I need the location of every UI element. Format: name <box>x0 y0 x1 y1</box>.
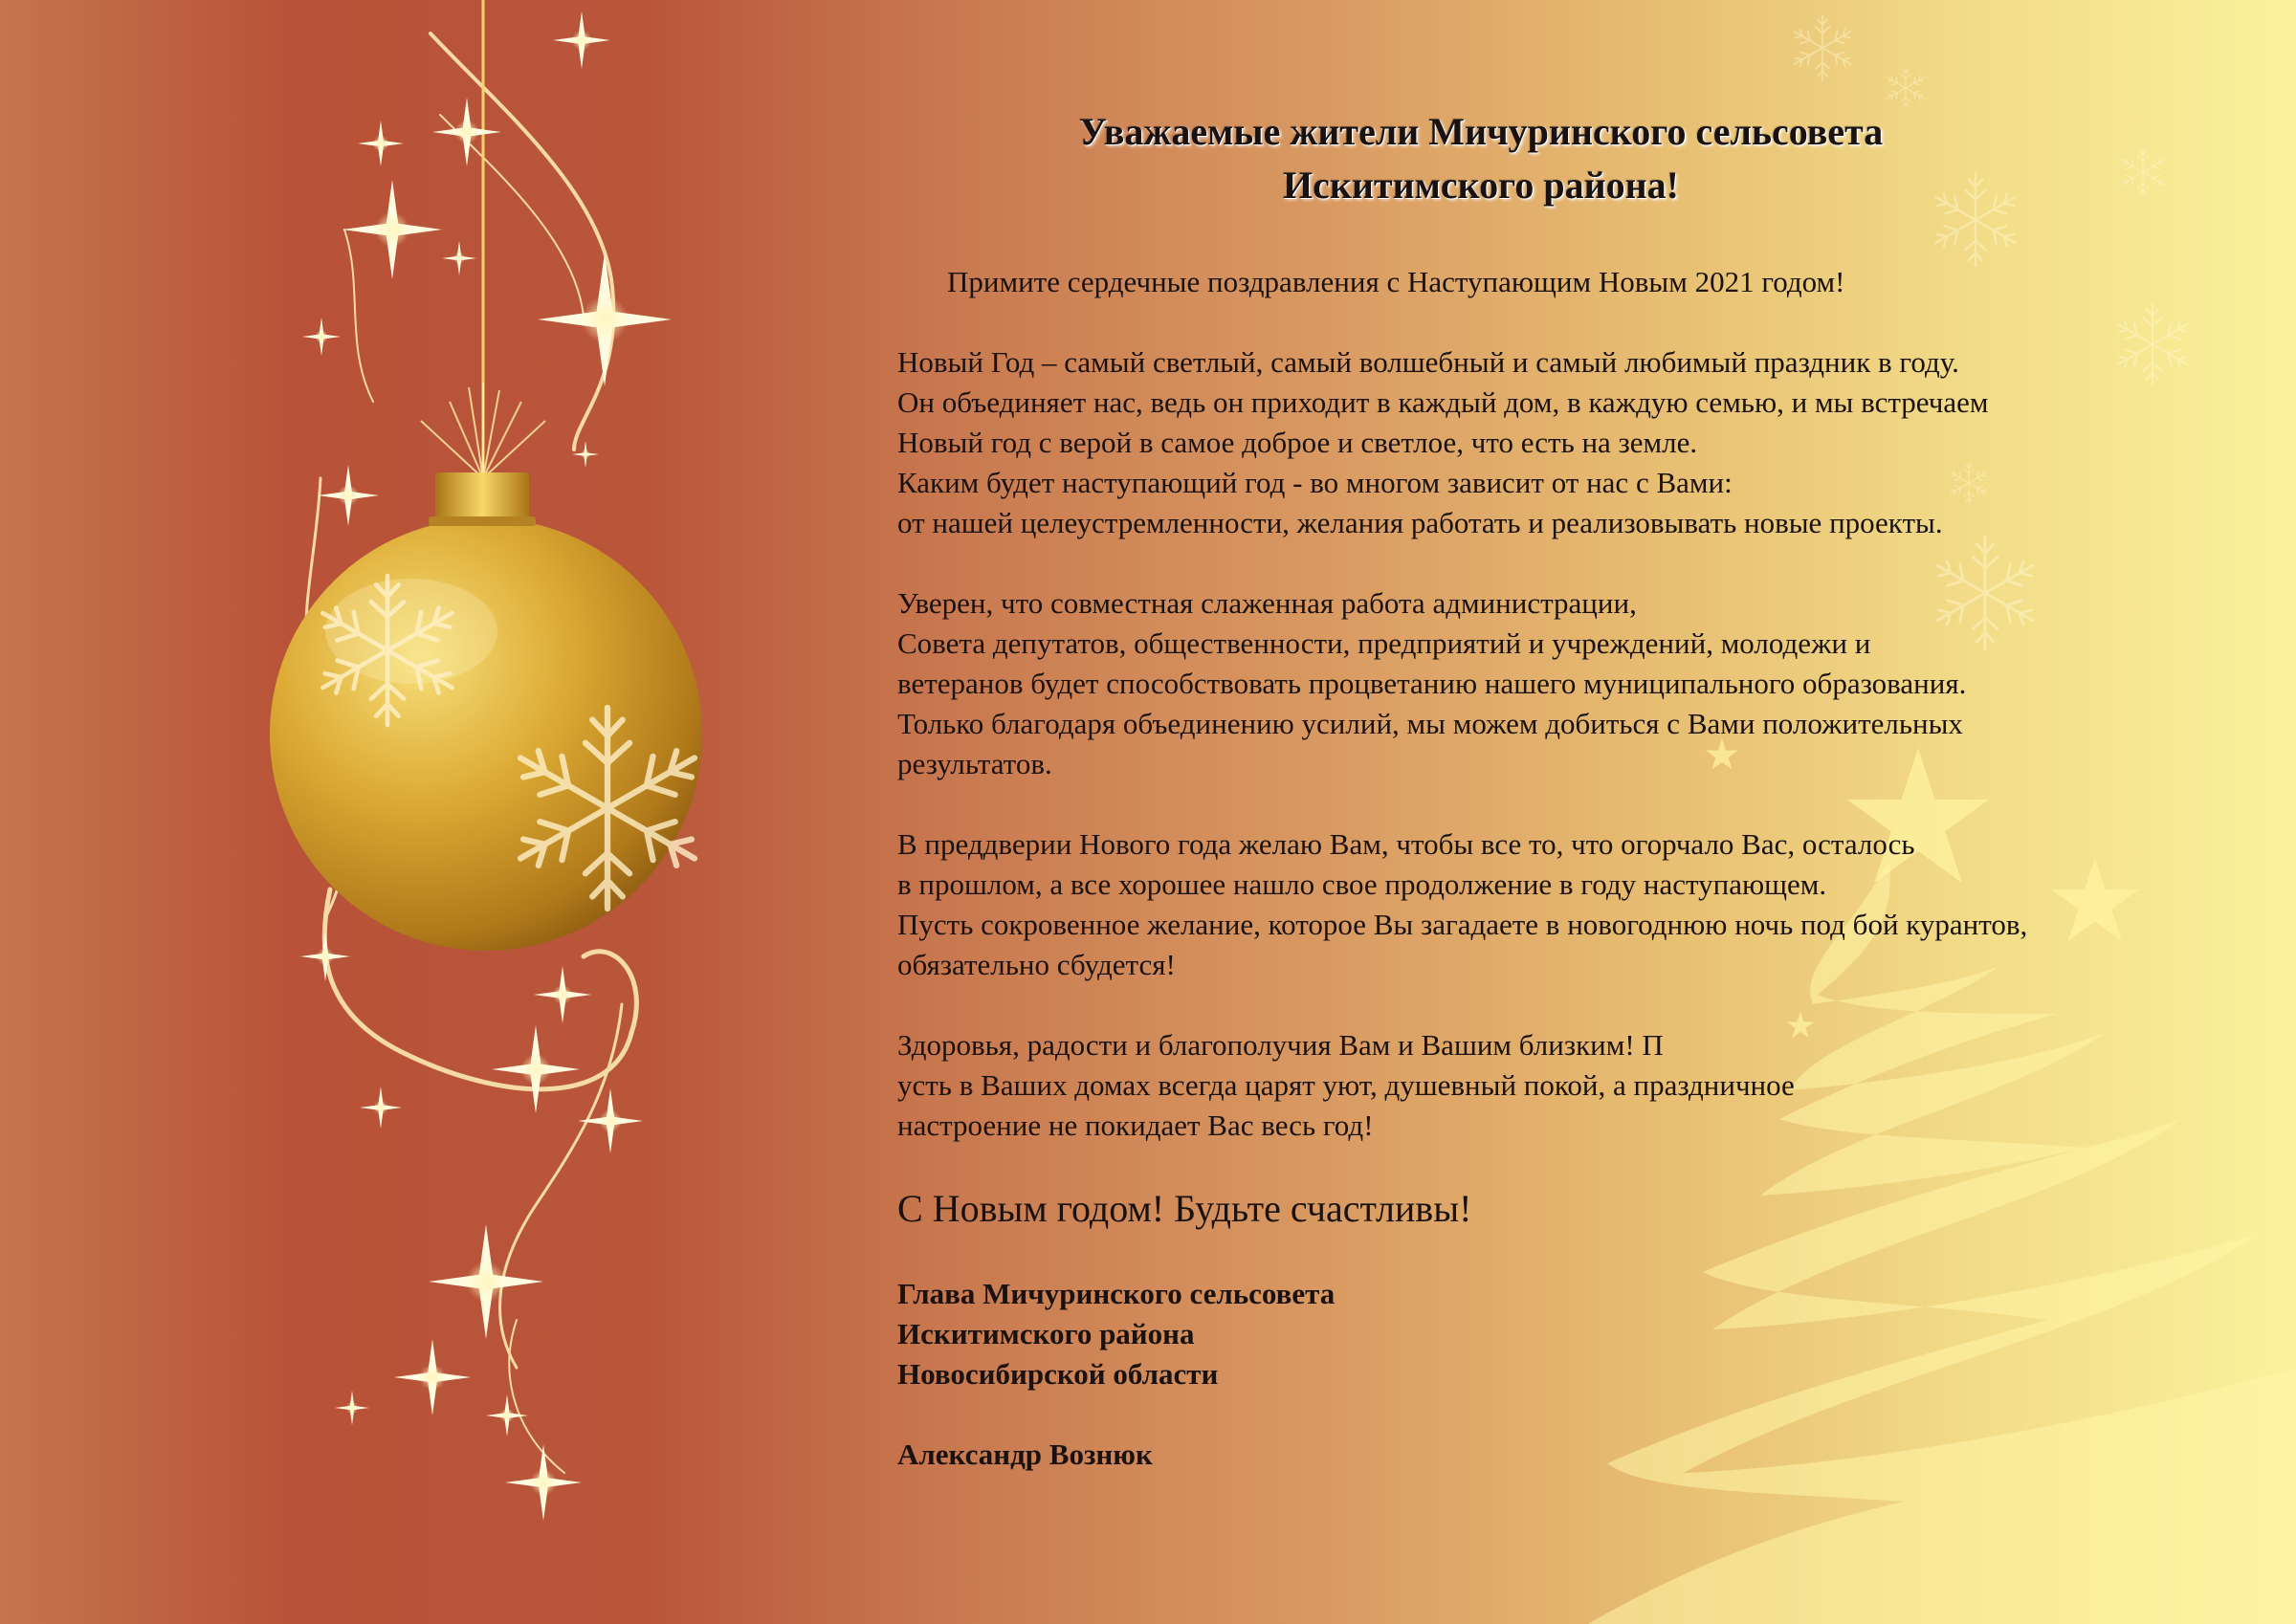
text-line: Каким будет наступающий год - во многом зависит от нас с Вами: <box>897 466 1733 499</box>
text-line: от нашей целеустремленности, желания работать и реализовывать новые проекты. <box>897 506 1943 539</box>
signature-line: Новосибирской области <box>897 1357 1219 1391</box>
text-line: Пусть сокровенное желание, которое Вы загадаете в новогоднюю ночь под бой курантов, <box>897 908 2028 941</box>
intro-line: Примите сердечные поздравления с Наступающим Новым 2021 годом! <box>947 265 1845 298</box>
text-line: результатов. <box>897 747 1052 780</box>
greeting-title <box>897 105 2064 212</box>
text-line: Совета депутатов, общественности, предприятий и учреждений, молодежи и <box>897 626 1871 660</box>
signature-block <box>897 1274 2179 1394</box>
paragraph <box>897 1025 2179 1146</box>
greeting-title-line: Уважаемые жители Мичуринского сельсовета <box>1078 110 1884 153</box>
light-burst <box>421 383 545 478</box>
text-line: Новый год с верой в самое доброе и светлое, что есть на земле. <box>897 426 1698 459</box>
paragraph <box>897 824 2179 985</box>
paragraph <box>897 583 2179 784</box>
text-line: обязательно сбудется! <box>897 948 1176 981</box>
signer-name: Александр Вознюк <box>897 1437 1153 1471</box>
text-line: ветеранов будет способствовать процветанию нашего муниципального образования. <box>897 667 1967 700</box>
text-line: в прошлом, а все хорошее нашло свое продолжение в году наступающем. <box>897 867 1827 901</box>
golden-christmas-ball <box>270 472 705 951</box>
text-line: Новый Год – самый светлый, самый волшебный и самый любимый праздник в году. <box>897 345 1959 379</box>
new-year-wish: С Новым годом! Будьте счастливы! <box>897 1187 1472 1230</box>
text-line: В преддверии Нового года желаю Вам, чтобы все то, что огорчало Вас, осталось <box>897 827 1915 861</box>
text-line: Уверен, что совместная слаженная работа администрации, <box>897 586 1637 620</box>
text-line: усть в Ваших домах всегда царят уют, душевный покой, а праздничное <box>897 1068 1795 1102</box>
greeting-text <box>897 105 2179 1475</box>
paragraph <box>897 342 2179 543</box>
text-line: Только благодаря объединению усилий, мы можем добиться с Вами положительных <box>897 707 1963 740</box>
signature-line: Искитимского района <box>897 1317 1195 1350</box>
text-line: Он объединяет нас, ведь он приходит в каждый дом, в каждую семью, и мы встречаем <box>897 385 1989 419</box>
signature-line: Глава Мичуринского сельсовета <box>897 1277 1336 1310</box>
greeting-title-line: Искитимского района! <box>1282 164 1679 207</box>
text-line: Здоровья, радости и благополучия Вам и Вашим близким! П <box>897 1028 1664 1062</box>
text-line: настроение не покидает Вас весь год! <box>897 1108 1374 1142</box>
